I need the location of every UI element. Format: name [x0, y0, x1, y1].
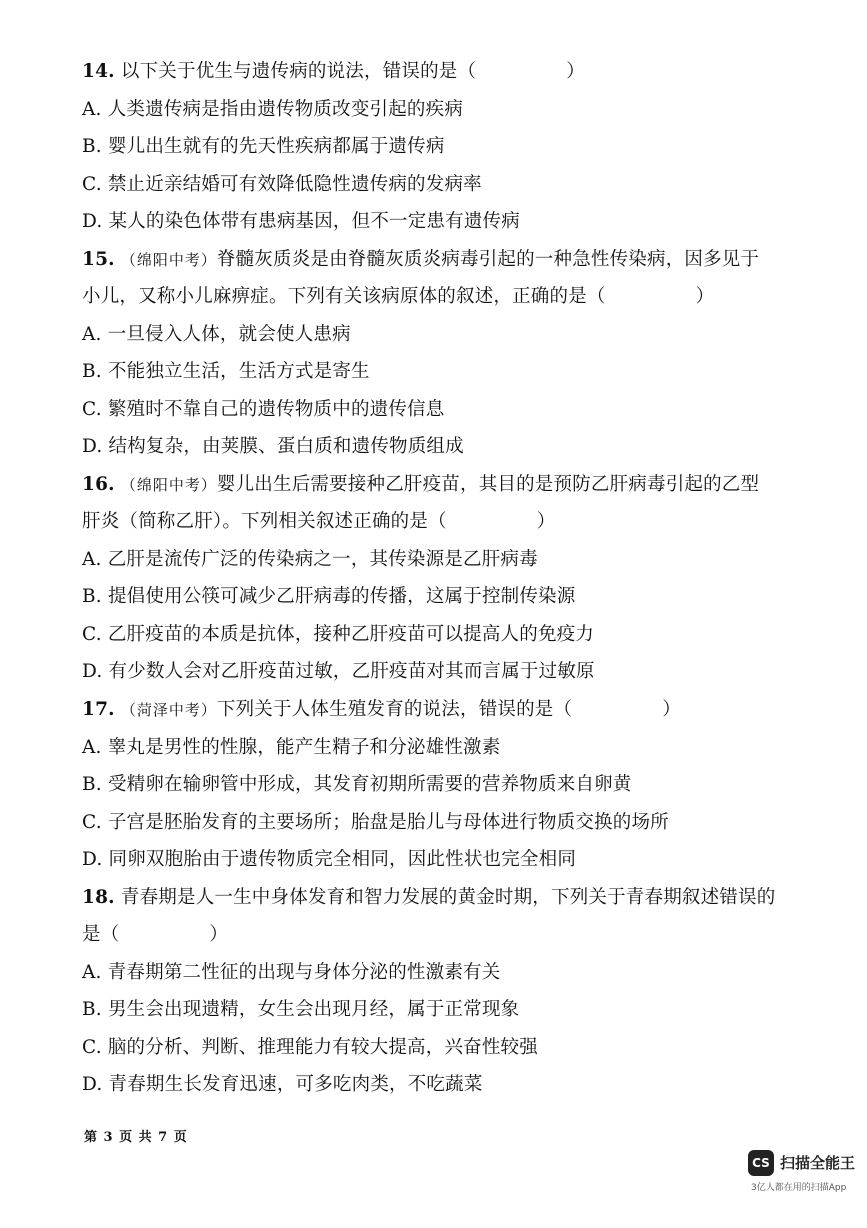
- question-text: 小儿，又称小儿麻痹症。下列有关该病原体的叙述，正确的是（: [82, 286, 606, 307]
- question-paren-close: ）: [209, 924, 229, 945]
- question-text: 脊髓灰质炎是由脊髓灰质炎病毒引起的一种急性传染病，因多见于: [216, 249, 760, 270]
- question-number: 17.: [82, 699, 115, 720]
- question-number: 16.: [82, 474, 115, 495]
- question-18-option-d: D. 青春期生长发育迅速，可多吃肉类，不吃蔬菜: [82, 1074, 483, 1095]
- question-18-option-b: B. 男生会出现遗精，女生会出现月经，属于正常现象: [82, 999, 520, 1020]
- question-14-option-c: C. 禁止近亲结婚可有效降低隐性遗传病的发病率: [82, 174, 482, 195]
- question-18-stem: [82, 885, 775, 911]
- question-14-stem: [82, 59, 585, 85]
- question-16-option-b: B. 提倡使用公筷可减少乙肝病毒的传播，这属于控制传染源: [82, 586, 576, 607]
- question-14-option-d: D. 某人的染色体带有患病基因，但不一定患有遗传病: [82, 211, 520, 232]
- question-text: 是（: [82, 924, 120, 945]
- watermark-app-name: 扫描全能王: [780, 1154, 856, 1172]
- scanner-watermark: [748, 1150, 864, 1218]
- question-paren-close: ）: [695, 286, 715, 307]
- question-16-option-a: A. 乙肝是流传广泛的传染病之一，其传染源是乙肝病毒: [82, 549, 538, 570]
- question-text: 肝炎（简称乙肝）。下列相关叙述正确的是（: [82, 511, 447, 532]
- question-number: 18.: [82, 887, 115, 908]
- question-15-stem: [82, 247, 759, 273]
- question-text: 婴儿出生后需要接种乙肝疫苗，其目的是预防乙肝病毒引起的乙型: [216, 474, 760, 495]
- question-17-stem: [82, 697, 681, 723]
- question-16-option-d: D. 有少数人会对乙肝疫苗过敏，乙肝疫苗对其而言属于过敏原: [82, 661, 595, 682]
- question-source: （菏泽中考）: [120, 701, 217, 719]
- question-17-option-b: B. 受精卵在输卵管中形成，其发育初期所需要的营养物质来自卵黄: [82, 774, 632, 795]
- question-16-stem-cont: [82, 509, 555, 535]
- question-paren-close: ）: [566, 61, 585, 82]
- question-17-option-c: C. 子宫是胚胎发育的主要场所；胎盘是胎儿与母体进行物质交换的场所: [82, 812, 669, 833]
- question-17-option-d: D. 同卵双胞胎由于遗传物质完全相同，因此性状也完全相同: [82, 849, 577, 870]
- question-18-stem-cont: [82, 922, 228, 948]
- question-source: （绵阳中考）: [120, 251, 217, 269]
- question-14-option-a: A. 人类遗传病是指由遗传物质改变引起的疾病: [82, 99, 464, 120]
- question-text: 以下关于优生与遗传病的说法，错误的是（: [120, 61, 477, 82]
- camscanner-logo-icon: CS: [748, 1150, 774, 1176]
- question-14-option-b: B. 婴儿出生就有的先天性疾病都属于遗传病: [82, 136, 445, 157]
- question-text: 下列关于人体生殖发育的说法，错误的是（: [216, 699, 573, 720]
- question-source: （绵阳中考）: [120, 476, 217, 494]
- question-15-option-c: C. 繁殖时不靠自己的遗传物质中的遗传信息: [82, 399, 445, 420]
- watermark-tagline: 3亿人都在用的扫描App: [751, 1183, 847, 1193]
- question-16-stem: [82, 472, 759, 498]
- page-number: 第 3 页 共 7 页: [84, 1130, 188, 1145]
- question-16-option-c: C. 乙肝疫苗的本质是抗体，接种乙肝疫苗可以提高人的免疫力: [82, 624, 595, 645]
- question-15-stem-cont: [82, 284, 714, 310]
- question-number: 15.: [82, 249, 115, 270]
- question-17-option-a: A. 睾丸是男性的性腺，能产生精子和分泌雄性激素: [82, 737, 501, 758]
- question-18-option-a: A. 青春期第二性征的出现与身体分泌的性激素有关: [82, 962, 501, 983]
- question-text: 青春期是人一生中身体发育和智力发展的黄金时期，下列关于青春期叙述错误的: [120, 887, 776, 908]
- question-15-option-a: A. 一旦侵入人体，就会使人患病: [82, 324, 351, 345]
- question-18-option-c: C. 脑的分析、判断、推理能力有较大提高，兴奋性较强: [82, 1037, 538, 1058]
- question-paren-close: ）: [536, 511, 556, 532]
- question-number: 14.: [82, 61, 115, 82]
- question-15-option-d: D. 结构复杂，由荚膜、蛋白质和遗传物质组成: [82, 436, 464, 457]
- question-paren-close: ）: [662, 699, 681, 720]
- question-15-option-b: B. 不能独立生活，生活方式是寄生: [82, 361, 370, 382]
